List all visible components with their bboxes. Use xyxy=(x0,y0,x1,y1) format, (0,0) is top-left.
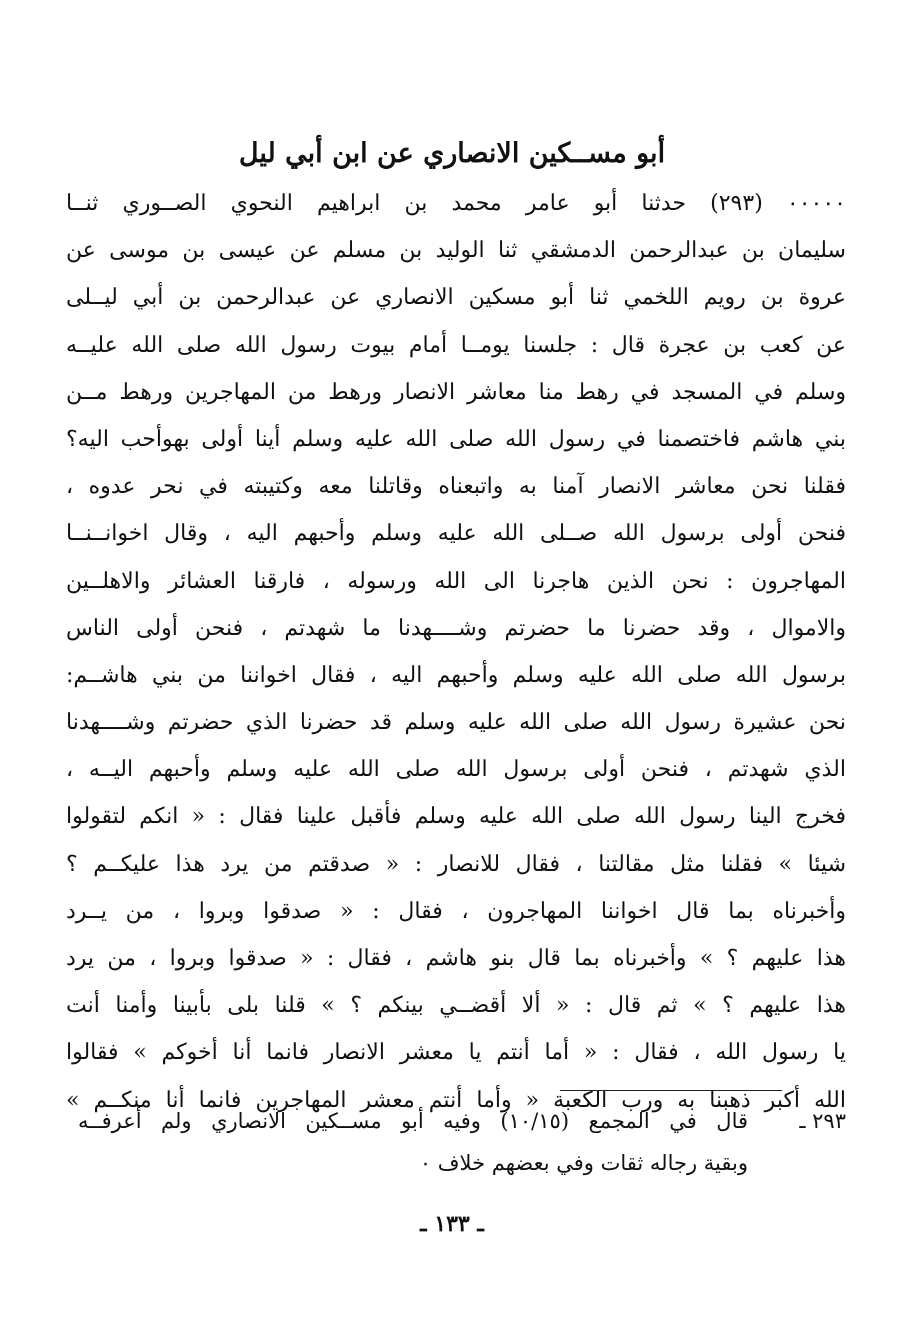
body-line: سليمان بن عبدالرحمن الدمشقي ثنا الوليد بن مسلم عن عيسى بن موسى عن xyxy=(66,238,846,264)
body-line: ٠٠٠٠٠ (٢٩٣) حدثنا أبو عامر محمد بن ابراهيم النحوي الصــوري ثنــا xyxy=(66,191,846,216)
body-line: وسلم في المسجد في رهط منا معاشر الانصار ورهط من المهاجرين ورهط مــن xyxy=(66,379,846,405)
body-line: فخرج الينا رسول الله صلى الله عليه وسلم فأقبل علينا فقال : « انكم لتقولوا xyxy=(66,804,846,830)
body-line: فنحن أولى برسول الله صــلى الله عليه وسلم وأحبهم اليه ، وقال اخوانــنــا xyxy=(66,521,846,547)
body-line: عن كعب بن عجرة قال : جلسنا يومــا أمام بيوت رسول الله صلى الله عليــه xyxy=(66,332,846,358)
body-line: والاموال ، وقد حضرنا ما حضرتم وشــــهدنا ما شهدتم ، فنحن أولى الناس xyxy=(66,615,846,641)
body-line: عروة بن رويم اللخمي ثنا أبو مسكين الانصاري عن عبدالرحمن بن أبي ليــلى xyxy=(66,285,846,311)
footnote-line: وبقية رجاله ثقات وفي بعضهم خلاف ٠ xyxy=(419,1151,748,1175)
body-line: وأخبرناه بما قال اخواننا المهاجرون ، فقال : « صدقوا وبروا ، من يــرد xyxy=(66,898,846,924)
hadith-body xyxy=(66,180,846,1124)
body-line: برسول الله صلى الله عليه وسلم وأحبهم اليه ، فقال اخواننا من بني هاشــم: xyxy=(66,662,846,688)
footnote-number: ٢٩٣ ـ xyxy=(799,1109,846,1133)
body-line: يا رسول الله ، فقال : « أما أنتم يا معشر الانصار فانما أنا أخوكم » فقالوا xyxy=(66,1040,846,1066)
footnote-separator xyxy=(560,1090,782,1091)
body-line: نحن عشيرة رسول الله صلى الله عليه وسلم قد حضرنا الذي حضرتم وشــــهدنا xyxy=(66,710,846,736)
page-number: ـ ١٣٣ ـ xyxy=(420,1211,484,1237)
body-line: شيئا » فقلنا مثل مقالتنا ، فقال للانصار : « صدقتم من يرد هذا عليكــم ؟ xyxy=(66,851,846,877)
footnote-line xyxy=(66,1100,846,1142)
body-line: هذا عليهم ؟ » ثم قال : « ألا أقضــي بينكم ؟ » قلنا بلى بأبينا وأمنا أنت xyxy=(66,993,846,1019)
body-line: الذي شهدتم ، فنحن أولى برسول الله صلى الله عليه وسلم وأحبهم اليــه ، xyxy=(66,757,846,783)
body-line: الله أكبر ذهبنا به ورب الكعبة « وأما أنتم معشر المهاجرين فانما أنا منكــم » xyxy=(66,1087,846,1113)
body-line: فقلنا نحن معاشر الانصار آمنا به واتبعناه وقاتلنا معه وكتيبته في نحر عدوه ، xyxy=(66,474,846,500)
body-line: المهاجرون : نحن الذين هاجرنا الى الله ورسوله ، فارقنا العشائر والاهلــين xyxy=(66,568,846,594)
body-line: هذا عليهم ؟ » وأخبرناه بما قال بنو هاشم ، فقال : « صدقوا وبروا ، من يرد xyxy=(66,946,846,971)
page-heading: أبو مســكين الانصاري عن ابن أبي ليل xyxy=(238,138,666,169)
body-line: بني هاشم فاختصمنا في رسول الله صلى الله عليه وسلم أينا أولى بهوأحب اليه؟ xyxy=(66,426,846,452)
footnote-text: قال في المجمع (١٠/١٥) وفيه أبو مســكين الانصاري ولم أعرفــه xyxy=(78,1109,749,1133)
footnote xyxy=(66,1100,846,1184)
